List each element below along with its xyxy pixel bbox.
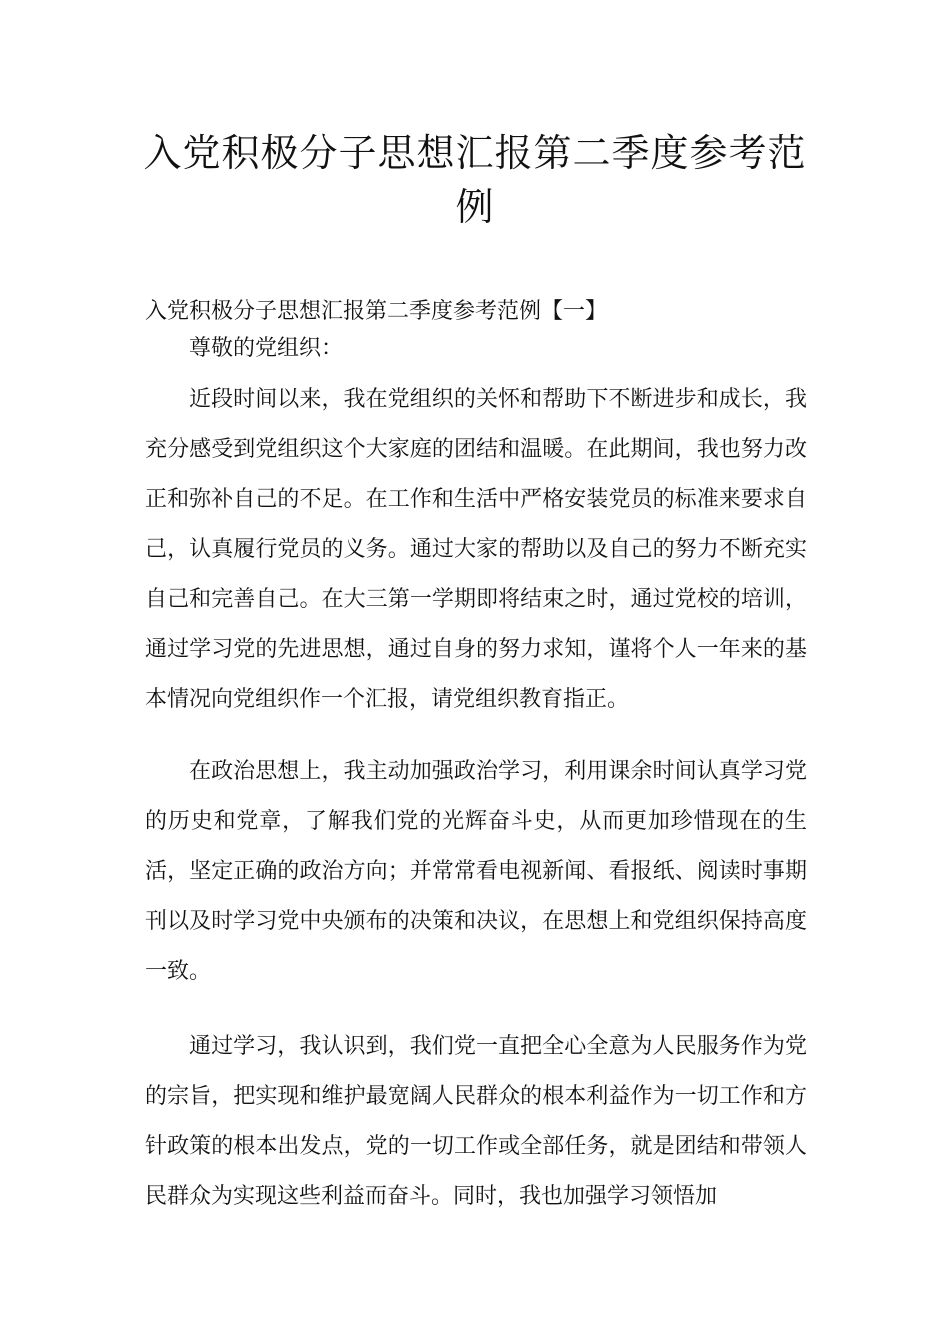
paragraph-2: 在政治思想上，我主动加强政治学习，利用课余时间认真学习党的历史和党章，了解我们党的光辉奋斗史，从而更加珍惜现在的生活，坚定正确的政治方向；并常常看电视新闻、看报纸、阅读时事期刊以及时学习党中央颁布的决策和决议，在思想上和党组织保持高度一致。 [145,759,807,984]
paragraph-1: 近段时间以来，我在党组织的关怀和帮助下不断进步和成长，我充分感受到党组织这个大家庭的团结和温暖。在此期间，我也努力改正和弥补自己的不足。在工作和生活中严格安装党员的标准来要求自己，认真履行党员的义务。通过大家的帮助以及自己的努力不断充实自己和完善自己。在大三第一学期即将结束之时，通过党校的培训，通过学习党的先进思想，通过自身的努力求知，谨将个人一年来的基本情况向党组织作一个汇报，请党组织教育指正。 [145,387,807,712]
salutation: 尊敬的党组织： [189,336,344,361]
document-subtitle: 入党积极分子思想汇报第二季度参考范例【一】 [145,299,608,324]
paragraph-3: 通过学习，我认识到，我们党一直把全心全意为人民服务作为党的宗旨，把实现和维护最宽阔人民群众的根本利益作为一切工作和方针政策的根本出发点，党的一切工作或全部任务，就是团结和带领人民群众为实现这些利益而奋斗。同时，我也加强学习领悟加 [145,1034,807,1209]
document-title: 入党积极分子思想汇报第二季度参考范例 [143,131,807,229]
